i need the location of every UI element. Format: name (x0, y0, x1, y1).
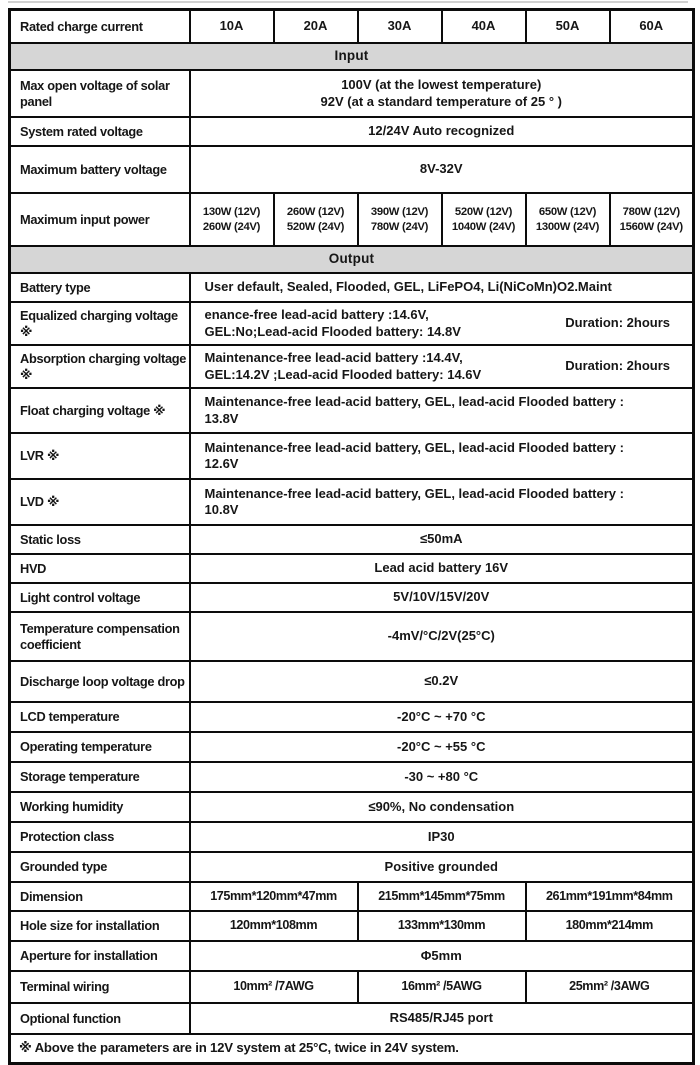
column-header-10a: 10A (190, 10, 274, 44)
equalized-line2: GEL:No;Lead-acid Flooded battery: 14.8V (204, 323, 461, 339)
hvd-row (10, 554, 694, 583)
system-rated-voltage-value: 12/24V Auto recognized (190, 117, 694, 146)
operating-temp-row (10, 732, 694, 762)
absorption-voltage-value (190, 345, 694, 388)
lvd-line2: 10.8V (204, 502, 239, 517)
lvr-line2: 12.6V (204, 456, 239, 471)
lvd-value (190, 479, 694, 525)
header-row (10, 10, 694, 44)
hole-size-small: 120mm*108mm (190, 911, 358, 941)
hole-size-label: Hole size for installation (10, 911, 190, 941)
terminal-wiring-row (10, 971, 694, 1003)
max-input-power-label: Maximum input power (10, 193, 190, 246)
lvr-line1: Maintenance-free lead-acid battery, GEL, lead-acid Flooded battery : (204, 439, 624, 455)
footnote-text: ※ Above the parameters are in 12V system at 25°C, twice in 24V system. (10, 1034, 694, 1064)
equalized-line1: enance-free lead-acid battery :14.6V, (204, 307, 429, 323)
equalized-voltage-text (205, 307, 566, 340)
light-control-row (10, 583, 694, 612)
system-rated-voltage-label: System rated voltage (10, 117, 190, 146)
dimension-medium: 215mm*145mm*75mm (358, 882, 526, 911)
discharge-drop-label: Discharge loop voltage drop (10, 661, 190, 702)
dimension-large: 261mm*191mm*84mm (526, 882, 694, 911)
power-24v: 520W (24V) (286, 220, 345, 233)
absorption-line1: Maintenance-free lead-acid battery :14.4V, (204, 350, 463, 366)
power-12v: 260W (12V) (286, 205, 345, 218)
lcd-temp-label: LCD temperature (10, 702, 190, 732)
power-24v: 1040W (24V) (451, 220, 516, 233)
max-open-voltage-line1: 100V (at the lowest temperature) (341, 77, 542, 93)
column-header-30a: 30A (358, 10, 442, 44)
lcd-temp-row (10, 702, 694, 732)
operating-temp-label: Operating temperature (10, 732, 190, 762)
column-header-60a: 60A (610, 10, 694, 44)
absorption-voltage-label: Absorption charging voltage ※ (10, 345, 190, 388)
discharge-drop-row (10, 661, 694, 702)
max-input-power-row (10, 193, 694, 246)
power-12v: 520W (12V) (454, 205, 513, 218)
max-battery-voltage-label: Maximum battery voltage (10, 146, 190, 193)
max-open-voltage-label: Max open voltage of solar panel (10, 70, 190, 117)
absorption-voltage-text (205, 350, 566, 383)
hvd-value: Lead acid battery 16V (190, 554, 694, 583)
power-24v: 260W (24V) (202, 220, 261, 233)
scan-artifact-line (8, 1, 688, 3)
storage-temp-row (10, 762, 694, 792)
max-input-power-50a (526, 193, 610, 246)
light-control-value: 5V/10V/15V/20V (190, 583, 694, 612)
temp-compensation-value: -4mV/°C/2V(25°C) (190, 612, 694, 661)
dimension-row (10, 882, 694, 911)
column-header-20a: 20A (274, 10, 358, 44)
output-section-title: Output (10, 246, 694, 273)
temp-compensation-row (10, 612, 694, 661)
absorption-line2: GEL:14.2V ;Lead-acid Flooded battery: 14.6V (204, 366, 482, 382)
storage-temp-label: Storage temperature (10, 762, 190, 792)
absorption-voltage-row (10, 345, 694, 388)
max-battery-voltage-value: 8V-32V (190, 146, 694, 193)
column-header-50a: 50A (526, 10, 610, 44)
input-section-title: Input (10, 43, 694, 70)
terminal-wiring-medium: 16mm² /5AWG (358, 971, 526, 1003)
power-24v: 1560W (24V) (619, 220, 683, 233)
rated-charge-current-label: Rated charge current (10, 10, 190, 44)
dimension-label: Dimension (10, 882, 190, 911)
protection-class-label: Protection class (10, 822, 190, 852)
storage-temp-value: -30 ~ +80 °C (190, 762, 694, 792)
lvr-row (10, 433, 694, 479)
power-24v: 1300W (24V) (535, 220, 600, 233)
power-12v: 780W (12V) (622, 205, 680, 218)
max-input-power-60a (610, 193, 694, 246)
power-12v: 650W (12V) (538, 205, 597, 218)
hole-size-large: 180mm*214mm (526, 911, 694, 941)
absorption-duration: Duration: 2hours (565, 358, 670, 374)
dimension-small: 175mm*120mm*47mm (190, 882, 358, 911)
working-humidity-label: Working humidity (10, 792, 190, 822)
float-voltage-value (190, 388, 694, 433)
output-section-header (10, 246, 694, 273)
grounded-type-value: Positive grounded (190, 852, 694, 882)
equalized-duration: Duration: 2hours (565, 315, 670, 331)
max-input-power-40a (442, 193, 526, 246)
discharge-drop-value: ≤0.2V (190, 661, 694, 702)
battery-type-label: Battery type (10, 273, 190, 302)
float-voltage-row (10, 388, 694, 433)
float-line1: Maintenance-free lead-acid battery, GEL, lead-acid Flooded battery : (204, 394, 624, 410)
static-loss-row (10, 525, 694, 554)
equalized-voltage-label: Equalized charging voltage ※ (10, 302, 190, 345)
max-input-power-20a (274, 193, 358, 246)
hole-size-medium: 133mm*130mm (358, 911, 526, 941)
float-line2: 13.8V (204, 410, 239, 426)
max-open-voltage-value (190, 70, 694, 117)
max-input-power-10a (190, 193, 274, 246)
max-input-power-30a (358, 193, 442, 246)
max-battery-voltage-row (10, 146, 694, 193)
terminal-wiring-label: Terminal wiring (10, 971, 190, 1003)
terminal-wiring-small: 10mm² /7AWG (190, 971, 358, 1003)
max-open-voltage-line2: 92V (at a standard temperature of 25 ° ) (320, 93, 562, 109)
power-24v: 780W (24V) (370, 220, 429, 233)
aperture-row (10, 941, 694, 971)
optional-function-label: Optional function (10, 1003, 190, 1034)
aperture-value: Φ5mm (190, 941, 694, 971)
static-loss-value: ≤50mA (190, 525, 694, 554)
light-control-label: Light control voltage (10, 583, 190, 612)
protection-class-value: IP30 (190, 822, 694, 852)
spec-table (8, 8, 695, 1065)
lvd-label: LVD ※ (10, 479, 190, 525)
lcd-temp-value: -20°C ~ +70 °C (190, 702, 694, 732)
lvr-label: LVR ※ (10, 433, 190, 479)
aperture-label: Aperture for installation (10, 941, 190, 971)
protection-class-row (10, 822, 694, 852)
working-humidity-value: ≤90%, No condensation (190, 792, 694, 822)
grounded-type-label: Grounded type (10, 852, 190, 882)
power-12v: 130W (12V) (202, 205, 261, 218)
column-header-40a: 40A (442, 10, 526, 44)
optional-function-value: RS485/RJ45 port (190, 1003, 694, 1034)
temp-compensation-label: Temperature compensation coefficient (10, 612, 190, 661)
grounded-type-row (10, 852, 694, 882)
optional-function-row (10, 1003, 694, 1034)
operating-temp-value: -20°C ~ +55 °C (190, 732, 694, 762)
lvd-line1: Maintenance-free lead-acid battery, GEL, lead-acid Flooded battery : (204, 485, 624, 501)
terminal-wiring-large: 25mm² /3AWG (526, 971, 694, 1003)
working-humidity-row (10, 792, 694, 822)
float-voltage-label: Float charging voltage ※ (10, 388, 190, 433)
lvd-row (10, 479, 694, 525)
power-12v: 390W (12V) (370, 205, 429, 218)
equalized-voltage-value (190, 302, 694, 345)
battery-type-value: User default, Sealed, Flooded, GEL, LiFePO4, Li(NiCoMn)O2.Maint (190, 273, 694, 302)
input-section-header (10, 43, 694, 70)
lvr-value (190, 433, 694, 479)
hole-size-row (10, 911, 694, 941)
static-loss-label: Static loss (10, 525, 190, 554)
battery-type-row (10, 273, 694, 302)
footnote-row (10, 1034, 694, 1064)
max-open-voltage-row (10, 70, 694, 117)
system-rated-voltage-row (10, 117, 694, 146)
equalized-voltage-row (10, 302, 694, 345)
hvd-label: HVD (10, 554, 190, 583)
